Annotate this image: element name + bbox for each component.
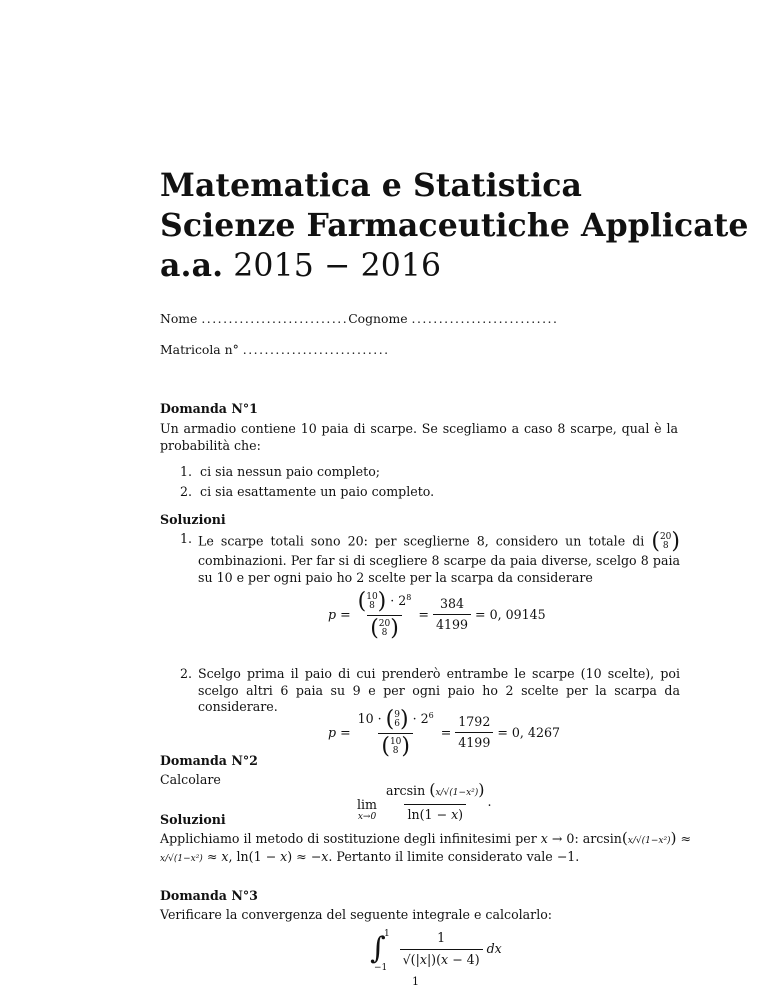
q1-heading: Domanda N°1 <box>160 401 258 416</box>
q2-text: Calcolare <box>160 772 221 787</box>
q2-limit-formula: lim x→0 $\frac{\text{arcsin (x/√(1−x²))}}{\ln(1 - x)}$ . <box>357 780 492 823</box>
q1-sol-1: 1. Le scarpe totali sono 20: per sceglierne 8, considero un totale di ( 20 8 ) combinazioni. Per far si di scegliere 8 scarpe da paia diverse, scelgo 8 paia su 10 e per ogni paio ho 2 scelte per la scarpa da considerare <box>180 529 680 585</box>
q2-heading: Domanda N°2 <box>160 753 258 768</box>
q1-solutions-heading: Soluzioni <box>160 512 226 527</box>
q2-solutions-heading: Soluzioni <box>160 812 226 827</box>
title-line-2: Scienze Farmaceutiche Applicate <box>160 207 749 244</box>
q1-text: Un armadio contiene 10 paia di scarpe. Se scegliamo a caso 8 scarpe, qual è la probabilità che: <box>160 421 678 453</box>
student-name-row: Nome ...........................Cognome ........................... <box>160 311 559 326</box>
q3-heading: Domanda N°3 <box>160 888 258 903</box>
title-line-3: a.a. 2015 − 2016 <box>160 247 442 284</box>
title-line-1: Matematica e Statistica <box>160 167 583 204</box>
q3-integral-fragment: 1 <box>412 975 419 988</box>
q1-formula-2: p = 10 · ( 9 6 ) · $2^6$ ( 10 8 ) = $\frac{1792}{4199}$ = 0, 4267 <box>328 706 560 759</box>
q3-text: Verificare la convergenza del seguente integrale e calcolarlo: <box>160 907 553 922</box>
student-matricola-row: Matricola n° ........................... <box>160 342 390 357</box>
q2-solution-line-2: x/√(1−x²) ≈ x, ln(1 − x) ≈ −x. Pertanto il limite considerato vale −1. <box>160 849 580 864</box>
q1-item-1: 1. ci sia nessun paio completo; <box>180 464 381 479</box>
q3-integral-formula: ∫ 1 −1 $\frac{1}{√(|x|)(x - 4)}$ dx <box>370 929 502 973</box>
q1-item-2: 2. ci sia esattamente un paio completo. <box>180 484 435 499</box>
q2-solution-line-1: Applichiamo il metodo di sostituzione degli infinitesimi per x → 0: arcsin(x/√(1−x²)) ≈ <box>160 829 691 847</box>
q1-sol-2: 2. Scelgo prima il paio di cui prenderò entrambe le scarpe (10 scelte), poi scelgo altri 6 paia su 9 e per ogni paio ho 2 scelte per la scarpa da considerare. <box>180 666 680 714</box>
q1-formula-1: p = ( 10 8 ) · $2^8$ ( 20 8 ) = $\frac{384}{4199}$ = 0, 09145 <box>328 588 546 641</box>
